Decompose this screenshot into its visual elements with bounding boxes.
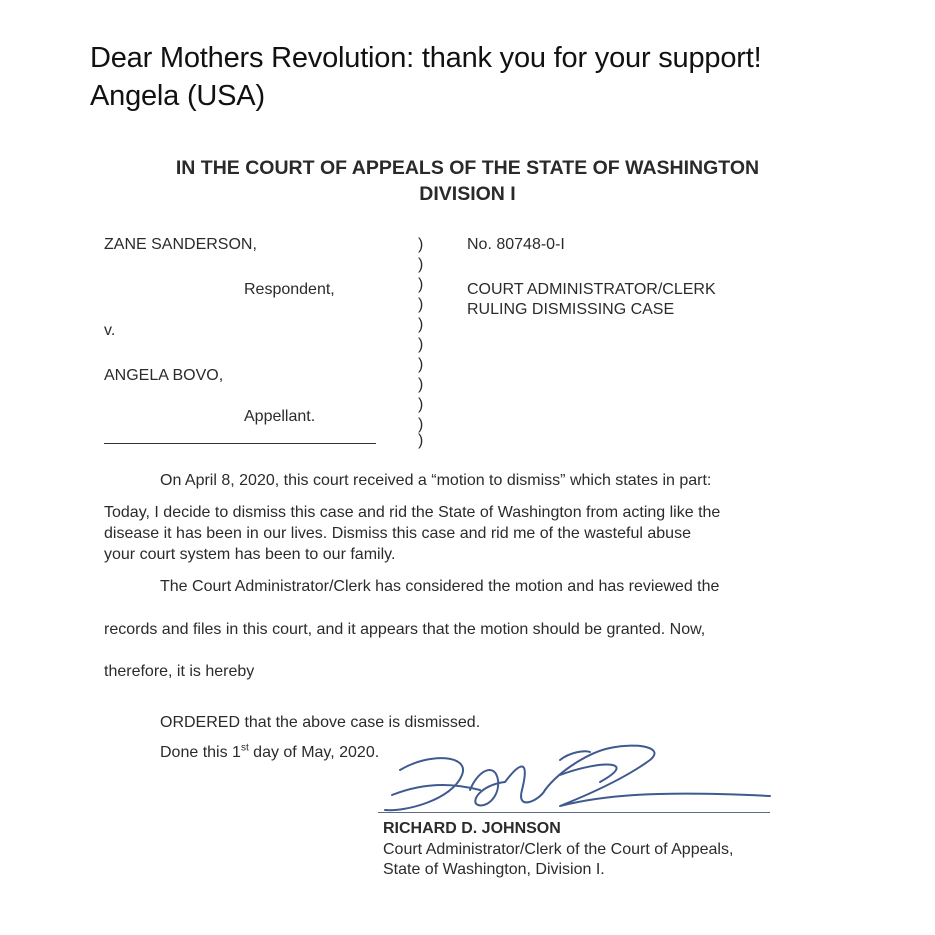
intro-paragraph: On April 8, 2020, this court received a “motion to dismiss” which states in part: — [160, 472, 712, 489]
party-respondent-role: Respondent, — [244, 281, 335, 298]
signer-name: RICHARD D. JOHNSON — [383, 820, 561, 837]
quote-line-2: disease it has been in our lives. Dismiss this case and rid me of the wasteful abuse — [104, 525, 691, 542]
ordered-line: ORDERED that the above case is dismissed. — [160, 714, 481, 731]
paragraph-line-3: therefore, it is hereby — [104, 663, 255, 680]
case-number: No. 80748-0-I — [467, 236, 565, 253]
versus-label: v. — [104, 322, 116, 339]
paragraph-line-2: records and files in this court, and it appears that the motion should be granted. Now, — [104, 621, 706, 638]
court-division: DIVISION I — [419, 183, 516, 205]
done-line: Done this 1st day of May, 2020. — [160, 742, 380, 761]
party-respondent-name: ZANE SANDERSON, — [104, 236, 257, 253]
note-line-2: Angela (USA) — [90, 80, 265, 112]
party-appellant-role: Appellant. — [244, 408, 316, 425]
note-line-1: Dear Mothers Revolution: thank you for your support! — [90, 42, 762, 74]
document-title-line-2: RULING DISMISSING CASE — [467, 301, 675, 318]
paragraph-line-1: The Court Administrator/Clerk has considered the motion and has reviewed the — [160, 578, 720, 595]
signer-title-line-1: Court Administrator/Clerk of the Court of Appeals, — [383, 841, 734, 858]
party-appellant-name: ANGELA BOVO, — [104, 367, 224, 384]
signer-title-line-2: State of Washington, Division I. — [383, 861, 605, 878]
quote-line-3: your court system has been to our family. — [104, 546, 396, 563]
court-title: IN THE COURT OF APPEALS OF THE STATE OF WASHINGTON — [175, 157, 760, 179]
document-title-line-1: COURT ADMINISTRATOR/CLERK — [467, 281, 716, 298]
quote-line-1: Today, I decide to dismiss this case and rid the State of Washington from acting like the — [104, 504, 721, 521]
